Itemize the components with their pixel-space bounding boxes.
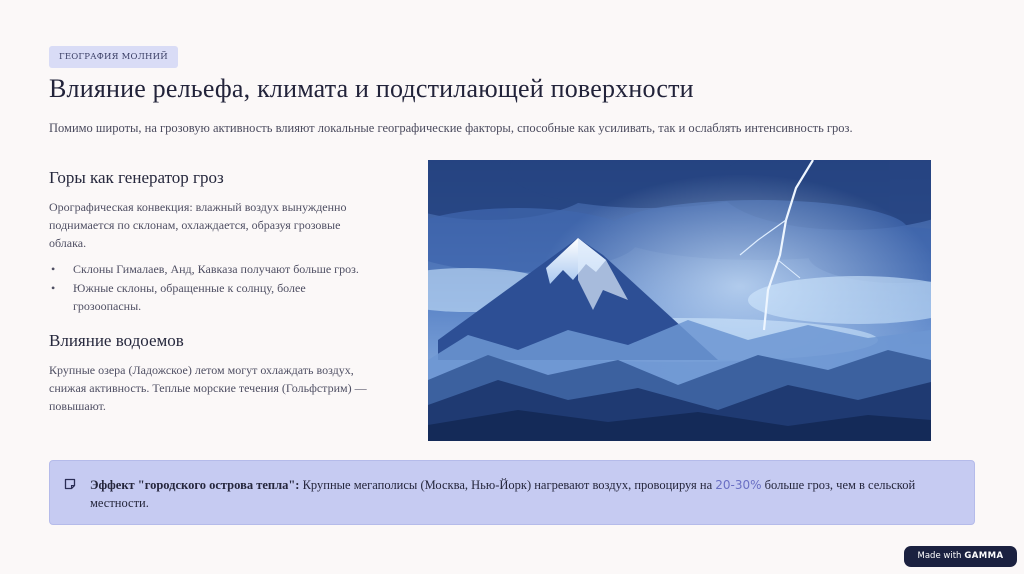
bullet-text: Склоны Гималаев, Анд, Кавказа получают больше гроз. (73, 262, 359, 276)
section-tag: ГЕОГРАФИЯ МОЛНИЙ (49, 46, 178, 68)
intro-text: Помимо широты, на грозовую активность влияют локальные географические факторы, способные как усиливать, так и ослаблять интенсивность гроз. (49, 121, 853, 135)
callout-text (90, 476, 960, 512)
mountains-bullet-list (49, 260, 369, 315)
badge-prefix: Made with (917, 551, 962, 561)
water-text: Крупные озера (Ладожское) летом могут охлаждать воздух, снижая активность. Теплые морские течения (Гольфстрим) — повышают. (49, 363, 367, 413)
urban-heat-island-callout (49, 460, 975, 525)
hero-image (428, 160, 931, 441)
page-title: Влияние рельефа, климата и подстилающей поверхности (49, 74, 694, 103)
list-item (49, 279, 369, 315)
callout-title: Эффект "городского острова тепла": (90, 478, 300, 492)
bullet-dot-icon: • (51, 281, 56, 295)
callout-text-before: Крупные мегаполисы (Москва, Нью-Йорк) нагревают воздух, провоцируя на (299, 478, 716, 492)
mountains-text: Орографическая конвекция: влажный воздух вынужденно поднимается по склонам, охлаждается, образуя грозовые облака. (49, 200, 347, 250)
mountains-heading: Горы как генератор гроз (49, 168, 224, 187)
mountain-lightning-illustration (428, 160, 931, 441)
made-with-gamma-badge[interactable] (904, 546, 1017, 567)
note-icon (64, 478, 76, 490)
bullet-dot-icon: • (51, 262, 56, 276)
callout-accent-percent: 20-30% (715, 478, 762, 492)
callout-text-after: больше гроз, чем в сельской местности. (90, 478, 916, 510)
badge-brand: GAMMA (964, 551, 1004, 561)
bullet-text: Южные склоны, обращенные к солнцу, более грозоопасны. (73, 281, 306, 313)
list-item (49, 260, 369, 278)
water-heading: Влияние водоемов (49, 331, 184, 350)
left-column (49, 168, 369, 415)
